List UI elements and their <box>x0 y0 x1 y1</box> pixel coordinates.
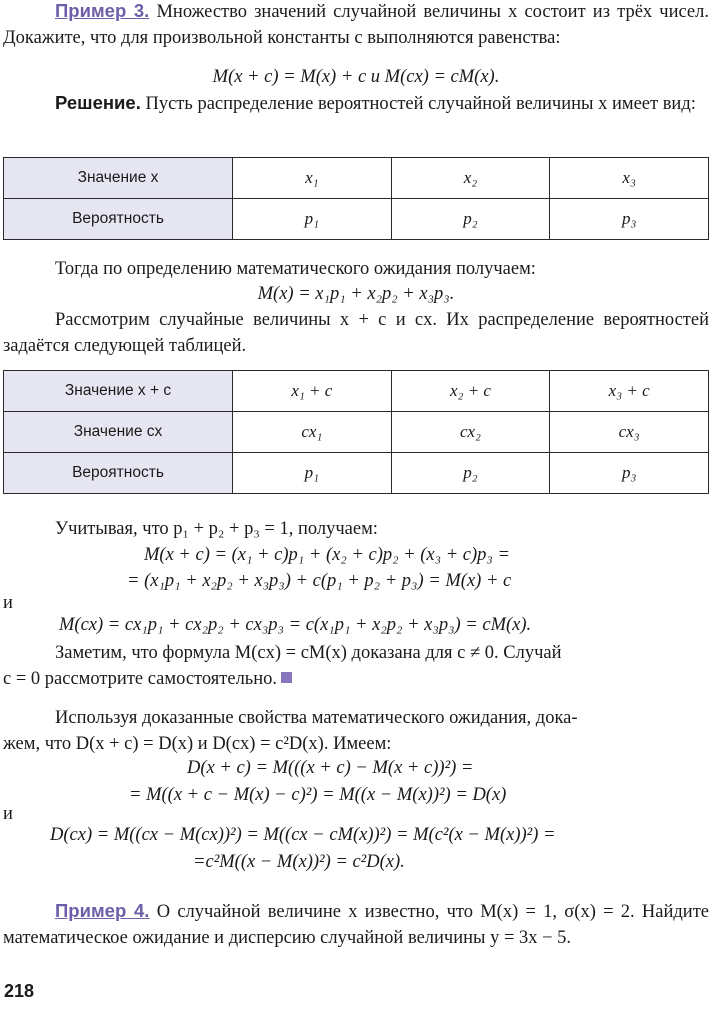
table-cell: p₃ <box>550 453 709 494</box>
example-4-statement <box>3 898 709 951</box>
formula-dcx-line2: =c²M((x − M(x))²) = c²D(x). <box>193 852 405 872</box>
formula-dxc-line1: D(x + c) = M(((x + c) − M(x + c))²) = <box>187 758 474 778</box>
table-row-header: Значение x <box>4 158 233 199</box>
formula-mxc-line2: = (x₁p₁ + x₂p₂ + x₃p₃) + c(p₁ + p₂ + p₃) = M(x) + c <box>127 571 512 591</box>
solution-text: Пусть распределение вероятностей случайной величины x имеет вид: <box>145 94 696 114</box>
note-line-1: Заметим, что формула M(cx) = cM(x) доказана для c ≠ 0. Случай <box>55 643 562 663</box>
example-3-text: Множество значений случайной величины x состоит из трёх чисел. Докажите, что для произвольной константы c выполняются равенства: <box>3 2 709 48</box>
consider-text: Рассмотрим случайные величины x + c и cx. Их распределение вероятностей задаётся следующей таблицей. <box>3 310 709 356</box>
table-cell: x₃ + c <box>550 371 709 412</box>
formula-mx: M(x) = x₁p₁ + x₂p₂ + x₃p₃. <box>257 284 455 304</box>
conjunction-and: и <box>3 593 13 613</box>
example-3-label[interactable]: Пример 3. <box>55 0 150 21</box>
variance-intro-line-1: Используя доказанные свойства математического ожидания, дока- <box>55 708 578 728</box>
table-cell: cx₃ <box>550 412 709 453</box>
example-3-statement <box>3 0 709 51</box>
definition-text: Тогда по определению математического ожидания получаем: <box>55 259 536 279</box>
solution-label: Решение. <box>55 92 141 113</box>
variance-intro-line-2: жем, что D(x + c) = D(x) и D(cx) = c²D(x). Имеем: <box>3 734 392 754</box>
table-cell: x₂ <box>391 158 550 199</box>
table-cell: cx₁ <box>233 412 392 453</box>
given-text: Учитывая, что p₁ + p₂ + p₃ = 1, получаем: <box>55 519 378 539</box>
table-cell: x₁ + c <box>233 371 392 412</box>
table-row-header: Вероятность <box>4 199 233 240</box>
table-cell: x₂ + c <box>391 371 550 412</box>
formula-mcx: M(cx) = cx₁p₁ + cx₂p₂ + cx₃p₃ = c(x₁p₁ + x₂p₂ + x₃p₃) = cM(x). <box>59 615 532 635</box>
table-cell: cx₂ <box>391 412 550 453</box>
table-row <box>4 199 709 240</box>
note-line-2 <box>3 666 709 692</box>
table-cell: p₂ <box>391 453 550 494</box>
table-cell: x₁ <box>233 158 392 199</box>
solution-intro <box>3 90 709 117</box>
table-cell: p₂ <box>391 199 550 240</box>
table-cell: p₁ <box>233 453 392 494</box>
conjunction-and: и <box>3 804 13 824</box>
note-line-2-text: c = 0 рассмотрите самостоятельно. <box>3 669 278 689</box>
distribution-table-x <box>3 157 709 240</box>
formula-dcx-line1: D(cx) = M((cx − M(cx))²) = M((cx − cM(x))²) = M(c²(x − M(x))²) = <box>50 825 556 845</box>
formula-dxc-line2: = M((x + c − M(x) − c)²) = M((x − M(x))²) = D(x) <box>129 785 507 805</box>
page-number: 218 <box>4 981 35 1001</box>
table-row-header: Значение cx <box>4 412 233 453</box>
table-row <box>4 412 709 453</box>
example-3-equalities: M(x + c) = M(x) + c и M(cx) = cM(x). <box>212 67 500 87</box>
distribution-table-shifted <box>3 370 709 494</box>
example-4-text: О случайной величине x известно, что M(x) = 1, σ(x) = 2. Найдите математическое ожидание и дисперсию случайной величины y = 3x − 5. <box>3 902 709 948</box>
end-of-proof-icon <box>281 672 292 683</box>
table-row <box>4 371 709 412</box>
example-4-label[interactable]: Пример 4. <box>55 900 150 921</box>
table-row-header: Вероятность <box>4 453 233 494</box>
table-cell: p₁ <box>233 199 392 240</box>
table-cell: p₃ <box>550 199 709 240</box>
formula-mxc-line1: M(x + c) = (x₁ + c)p₁ + (x₂ + c)p₂ + (x₃ + c)p₃ = <box>144 545 510 565</box>
table-cell: x₃ <box>550 158 709 199</box>
table-row <box>4 453 709 494</box>
table-row-header: Значение x + c <box>4 371 233 412</box>
table-row <box>4 158 709 199</box>
